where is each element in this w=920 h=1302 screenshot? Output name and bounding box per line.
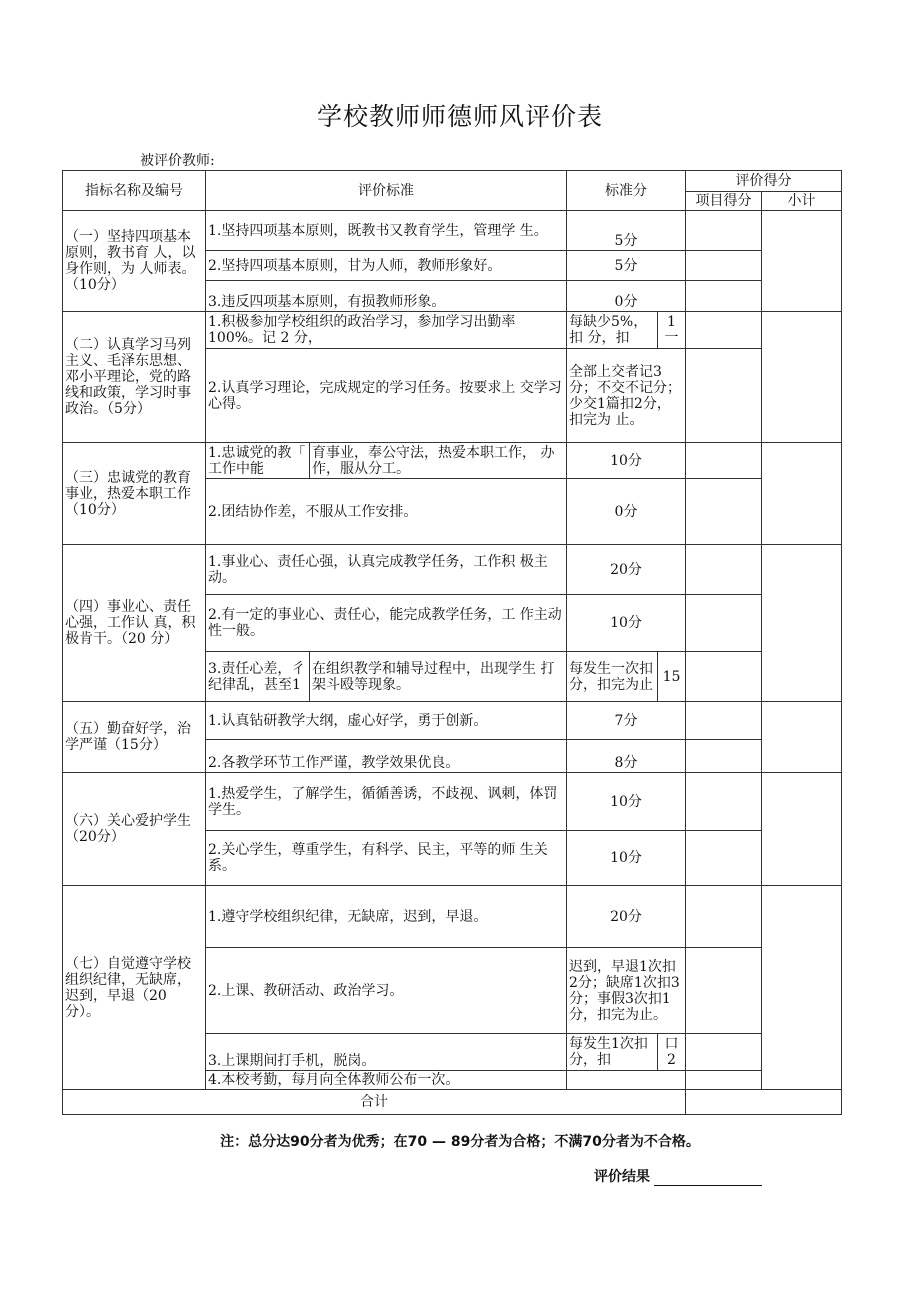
subtotal-cell[interactable] bbox=[762, 312, 842, 443]
total-value-cell[interactable] bbox=[686, 1090, 842, 1115]
subtotal-cell[interactable] bbox=[762, 545, 842, 702]
item-score-cell[interactable] bbox=[686, 773, 762, 831]
score-2-1-extra: 1 一 bbox=[658, 312, 686, 349]
criterion-3-1b: 育事业，奉公守法，热爱本职工作， 办作，服从分工。 bbox=[310, 443, 567, 479]
page-title: 学校教师师德师风评价表 bbox=[316, 102, 603, 131]
item-score-cell[interactable] bbox=[686, 652, 762, 702]
score-2-1: 每缺少5%，扣 分，扣 bbox=[567, 312, 658, 349]
criterion-5-1: 1.认真钻研教学大纲，虚心好学，勇于创新。 bbox=[206, 702, 567, 740]
score-4-3: 每发生一次扣 分，扣完为止 bbox=[567, 652, 658, 702]
result-blank-line[interactable] bbox=[654, 1171, 762, 1186]
score-7-4 bbox=[567, 1071, 686, 1090]
item-score-cell[interactable] bbox=[686, 948, 762, 1034]
evaluation-table bbox=[62, 170, 842, 1115]
score-1-1: 5分 bbox=[567, 211, 686, 251]
subtotal-cell[interactable] bbox=[762, 702, 842, 773]
score-5-1: 7分 bbox=[567, 702, 686, 740]
criterion-7-4: 4.本校考勤，每月向全体教师公布一次。 bbox=[206, 1071, 567, 1090]
item-score-cell[interactable] bbox=[686, 886, 762, 948]
criterion-1-1: 1.坚持四项基本原则，既教书又教育学生，管理学 生。 bbox=[206, 211, 567, 251]
score-7-1: 20分 bbox=[567, 886, 686, 948]
criterion-4-3a: 3.责任心差，彳 纪律乱，甚至1 bbox=[206, 652, 310, 702]
criterion-7-3: 3.上课期间打手机，脱岗。 bbox=[206, 1034, 567, 1071]
item-score-cell[interactable] bbox=[686, 545, 762, 595]
header-score-group: 评价得分 bbox=[686, 171, 842, 192]
indicator-1: （一）坚持四项基本原则，教书育 人，以身作则，为 人师表。（10分） bbox=[63, 211, 206, 312]
item-score-cell[interactable] bbox=[686, 1071, 762, 1090]
item-score-cell[interactable] bbox=[686, 251, 762, 281]
score-1-3: 0分 bbox=[567, 281, 686, 312]
subtotal-cell[interactable] bbox=[762, 211, 842, 312]
subtotal-cell[interactable] bbox=[762, 773, 842, 886]
score-7-3: 每发生1次扣 分，扣 bbox=[567, 1034, 658, 1071]
header-standard: 标准分 bbox=[567, 171, 686, 211]
item-score-cell[interactable] bbox=[686, 443, 762, 479]
criterion-1-2: 2.坚持四项基本原则，甘为人师，教师形象好。 bbox=[206, 251, 567, 281]
header-item-score: 项目得分 bbox=[686, 192, 762, 211]
score-4-2: 10分 bbox=[567, 595, 686, 652]
criterion-2-2: 2.认真学习理论，完成规定的学习任务。按要求上 交学习心得。 bbox=[206, 349, 567, 443]
score-6-1: 10分 bbox=[567, 773, 686, 831]
criterion-3-2: 2.团结协作差，不服从工作安排。 bbox=[206, 479, 567, 545]
score-3-2: 0分 bbox=[567, 479, 686, 545]
subtotal-cell[interactable] bbox=[762, 443, 842, 545]
item-score-cell[interactable] bbox=[686, 702, 762, 740]
item-score-cell[interactable] bbox=[686, 312, 762, 349]
criterion-6-2: 2.关心学生，尊重学生，有科学、民主，平等的师 生关系。 bbox=[206, 831, 567, 886]
item-score-cell[interactable] bbox=[686, 349, 762, 443]
criterion-2-1: 1.积极参加学校组织的政治学习，参加学习出勤率 100%。记 2 分， bbox=[206, 312, 567, 349]
subtotal-cell[interactable] bbox=[762, 886, 842, 1090]
item-score-cell[interactable] bbox=[686, 740, 762, 773]
score-5-2: 8分 bbox=[567, 740, 686, 773]
score-3-1: 10分 bbox=[567, 443, 686, 479]
total-label: 合计 bbox=[63, 1090, 686, 1115]
criterion-4-2: 2.有一定的事业心、责任心，能完成教学任务，工 作主动性一般。 bbox=[206, 595, 567, 652]
item-score-cell[interactable] bbox=[686, 1034, 762, 1071]
result-label: 评价结果 bbox=[594, 1169, 650, 1185]
scoring-note: 注：总分达90分者为优秀；在70 — 89分者为合格；不满70分者为不合格。 bbox=[220, 1134, 700, 1150]
criterion-4-3b: 在组织教学和辅导过程中，出现学生 打架斗殴等现象。 bbox=[310, 652, 567, 702]
header-subtotal: 小计 bbox=[762, 192, 842, 211]
score-6-2: 10分 bbox=[567, 831, 686, 886]
criterion-5-2: 2.各教学环节工作严谨，教学效果优良。 bbox=[206, 740, 567, 773]
indicator-6: （六）关心爱护学生（20分） bbox=[63, 773, 206, 886]
score-4-1: 20分 bbox=[567, 545, 686, 595]
score-4-3-extra: 15 bbox=[658, 652, 686, 702]
criterion-3-1a: 1.忠诚党的教「 工作中能 bbox=[206, 443, 310, 479]
header-indicator: 指标名称及编号 bbox=[63, 171, 206, 211]
criterion-6-1: 1.热爱学生，了解学生，循循善诱，不歧视、讽刺，体罚学生。 bbox=[206, 773, 567, 831]
criterion-1-3: 3.违反四项基本原则，有损教师形象。 bbox=[206, 281, 567, 312]
item-score-cell[interactable] bbox=[686, 479, 762, 545]
criterion-7-1: 1.遵守学校组织纪律，无缺席，迟到，早退。 bbox=[206, 886, 567, 948]
indicator-2: （二）认真学习马列主义、毛泽东思想、邓小平理论，党的路线和政策，学习时事政治。（5分） bbox=[63, 312, 206, 443]
header-criteria: 评价标准 bbox=[206, 171, 567, 211]
item-score-cell[interactable] bbox=[686, 831, 762, 886]
item-score-cell[interactable] bbox=[686, 211, 762, 251]
item-score-cell[interactable] bbox=[686, 281, 762, 312]
indicator-3: （三）忠诚党的教育事业，热爱本职工作（10分） bbox=[63, 443, 206, 545]
score-7-3-extra: 口 2 bbox=[658, 1034, 686, 1071]
indicator-7: （七）自觉遵守学校组织纪律，无缺席，迟到，早退（20 分）。 bbox=[63, 886, 206, 1090]
score-2-2: 全部上交者记3分；不交不记分；少交1篇扣2分，扣完为 止。 bbox=[567, 349, 686, 443]
criterion-4-1: 1.事业心、责任心强，认真完成教学任务，工作积 极主动。 bbox=[206, 545, 567, 595]
evaluee-label: 被评价教师: bbox=[140, 153, 215, 169]
indicator-4: （四）事业心、责任心强，工作认 真，积极肯干。（20 分） bbox=[63, 545, 206, 702]
item-score-cell[interactable] bbox=[686, 595, 762, 652]
result-field bbox=[594, 1166, 762, 1186]
score-1-2: 5分 bbox=[567, 251, 686, 281]
score-7-2: 迟到，早退1次扣2分；缺席1次扣3分；事假3次扣1分，扣完为止。 bbox=[567, 948, 686, 1034]
indicator-5: （五）勤奋好学，治学严谨（15分） bbox=[63, 702, 206, 773]
criterion-7-2: 2.上课、教研活动、政治学习。 bbox=[206, 948, 567, 1034]
